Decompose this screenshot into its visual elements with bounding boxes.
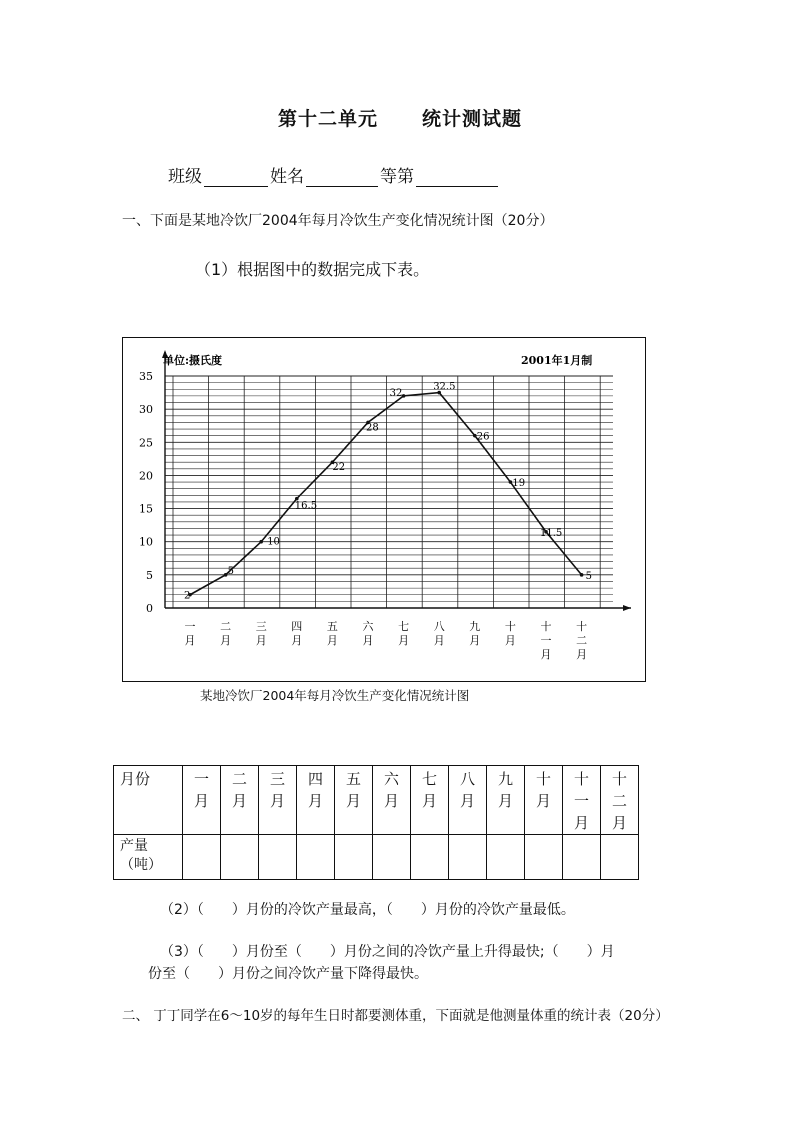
question-1-text: 一、下面是某地冷饮厂2004年每月冷饮生产变化情况统计图（20分） (122, 213, 554, 229)
y-tick-label: 35 (139, 370, 153, 383)
table-month-char: 一 (573, 792, 589, 810)
x-tick-label: 七 (398, 620, 410, 633)
table-month-3 (259, 766, 297, 835)
x-tick-label: 月 (362, 634, 374, 647)
table-output-cell-2[interactable] (221, 835, 259, 880)
x-axis-arrow (623, 605, 631, 611)
data-label: 32.5 (433, 381, 456, 393)
class-blank[interactable] (204, 168, 268, 187)
x-tick-label: 月 (255, 634, 267, 647)
table-month-char: 月 (421, 792, 437, 810)
question-2: （2）（ ）月份的冷饮产量最高，（ ）月份的冷饮产量最低。 (160, 902, 575, 918)
table-month-char: 五 (345, 770, 361, 788)
x-tick-label: 五 (326, 620, 338, 633)
table-month-char: 二 (611, 792, 627, 810)
table-output-cell-12[interactable] (601, 835, 639, 880)
table-month-char: 七 (421, 770, 437, 788)
table-month-char: 三 (269, 770, 285, 788)
x-tick-label: 二 (220, 620, 232, 633)
x-tick-label: 月 (433, 634, 445, 647)
x-tick-label: 四 (291, 620, 303, 633)
table-month-char: 月 (535, 792, 551, 810)
y-tick-label: 30 (139, 403, 153, 417)
x-tick-label: 二 (576, 634, 588, 647)
data-point (259, 540, 263, 544)
table-header-row (114, 766, 639, 835)
table-output-cell-4[interactable] (297, 835, 335, 880)
table-month-char: 月 (193, 792, 209, 810)
table-month-char: 八 (459, 770, 475, 788)
data-label: 16.5 (294, 500, 318, 512)
x-tick-label: 三 (255, 620, 267, 633)
data-label: 5 (585, 570, 592, 582)
y-tick-label: 0 (146, 602, 153, 615)
table-output-cell-5[interactable] (335, 835, 373, 880)
data-point (580, 573, 584, 577)
table-month-char: 二 (231, 770, 247, 788)
x-tick-label: 六 (362, 620, 374, 633)
table-month-10 (525, 766, 563, 835)
table-month-char: 月 (459, 792, 475, 810)
chart-made-label: 2001年1月制 (521, 354, 593, 367)
name-label: 姓名 (270, 167, 304, 187)
table-month-char: 十 (573, 770, 589, 788)
x-tick-label: 一 (184, 620, 196, 633)
table-month-7 (411, 766, 449, 835)
output-unit: （吨） (120, 857, 162, 873)
y-tick-label: 15 (139, 502, 153, 516)
x-tick-label: 月 (504, 634, 516, 647)
table-month-char: 月 (383, 792, 399, 810)
production-table (113, 765, 639, 880)
x-tick-label: 一 (540, 634, 552, 647)
table-month-char: 月 (611, 814, 627, 832)
class-label: 班级 (168, 167, 202, 187)
title-unit: 第十二单元 (277, 108, 378, 130)
table-month-char: 六 (383, 770, 399, 788)
table-month-9 (487, 766, 525, 835)
table-month-char: 月 (307, 792, 323, 810)
table-month-2 (221, 766, 259, 835)
question-4: 二、 丁丁同学在6～10岁的每年生日时都要测体重，下面就是他测量体重的统计表（20分） (122, 1008, 669, 1024)
table-output-cell-7[interactable] (411, 835, 449, 880)
y-tick-label: 25 (139, 436, 153, 450)
table-month-char: 一 (193, 770, 209, 788)
x-tick-label: 十 (504, 620, 516, 633)
table-output-cell-11[interactable] (563, 835, 601, 880)
table-month-5 (335, 766, 373, 835)
chart-frame (122, 337, 646, 682)
x-tick-label: 月 (326, 634, 338, 647)
table-header-output (114, 835, 183, 880)
table-month-11 (563, 766, 601, 835)
title-test: 统计测试题 (422, 108, 523, 130)
student-info-line (168, 162, 500, 187)
name-blank[interactable] (306, 168, 378, 187)
x-tick-label: 月 (184, 634, 196, 647)
x-tick-label: 月 (576, 648, 588, 661)
data-label: 5 (227, 565, 234, 577)
x-tick-label: 月 (220, 634, 232, 647)
data-label: 10 (267, 536, 280, 548)
y-tick-label: 5 (146, 568, 153, 582)
data-label: 22 (332, 462, 346, 474)
x-tick-label: 月 (291, 634, 303, 647)
output-label: 产量 (120, 838, 148, 854)
table-output-cell-8[interactable] (449, 835, 487, 880)
table-month-char: 月 (269, 792, 285, 810)
page-title (0, 104, 800, 131)
table-output-cell-6[interactable] (373, 835, 411, 880)
x-tick-label: 十 (576, 620, 588, 633)
table-output-cell-1[interactable] (183, 835, 221, 880)
x-tick-label: 月 (469, 634, 481, 647)
data-label: 11.5 (540, 527, 563, 539)
table-value-row (114, 835, 639, 880)
question-3-line-1: （3）（ ）月份至（ ）月份之间的冷饮产量上升得最快;（ ）月 (160, 944, 615, 960)
table-month-char: 月 (573, 814, 589, 832)
table-month-6 (373, 766, 411, 835)
table-month-4 (297, 766, 335, 835)
data-line (190, 393, 582, 595)
chart-unit-label: 单位:摄氏度 (163, 354, 223, 367)
table-output-cell-10[interactable] (525, 835, 563, 880)
x-tick-label: 十 (540, 620, 552, 633)
grade-label: 等第 (380, 167, 414, 187)
table-header-month: 月份 (114, 766, 183, 835)
table-month-char: 月 (231, 792, 247, 810)
data-label: 19 (512, 478, 526, 490)
table-output-cell-3[interactable] (259, 835, 297, 880)
table-month-1 (183, 766, 221, 835)
table-month-char: 十 (535, 770, 551, 788)
table-month-char: 十 (611, 770, 627, 788)
line-chart (123, 338, 645, 681)
table-month-8 (449, 766, 487, 835)
data-label: 26 (476, 431, 490, 443)
grade-blank[interactable] (416, 168, 498, 187)
table-month-char: 月 (345, 792, 361, 810)
x-tick-label: 月 (540, 648, 552, 661)
data-label: 2 (184, 590, 191, 602)
data-label: 28 (366, 422, 379, 434)
x-tick-label: 九 (469, 620, 481, 633)
question-3-line-2: 份至（ ）月份之间冷饮产量下降得最快。 (148, 966, 428, 982)
data-label: 32 (389, 387, 403, 399)
table-month-12 (601, 766, 639, 835)
x-tick-label: 八 (433, 620, 445, 633)
chart-caption: 某地冷饮厂2004年每月冷饮生产变化情况统计图 (200, 688, 470, 703)
table-month-char: 四 (307, 770, 323, 788)
table-output-cell-9[interactable] (487, 835, 525, 880)
question-1-sub: （1）根据图中的数据完成下表。 (195, 260, 430, 279)
x-tick-label: 月 (398, 634, 410, 647)
y-tick-label: 20 (139, 469, 153, 483)
table-month-char: 月 (497, 792, 513, 810)
table-month-char: 九 (497, 770, 513, 788)
y-tick-label: 10 (139, 535, 153, 549)
